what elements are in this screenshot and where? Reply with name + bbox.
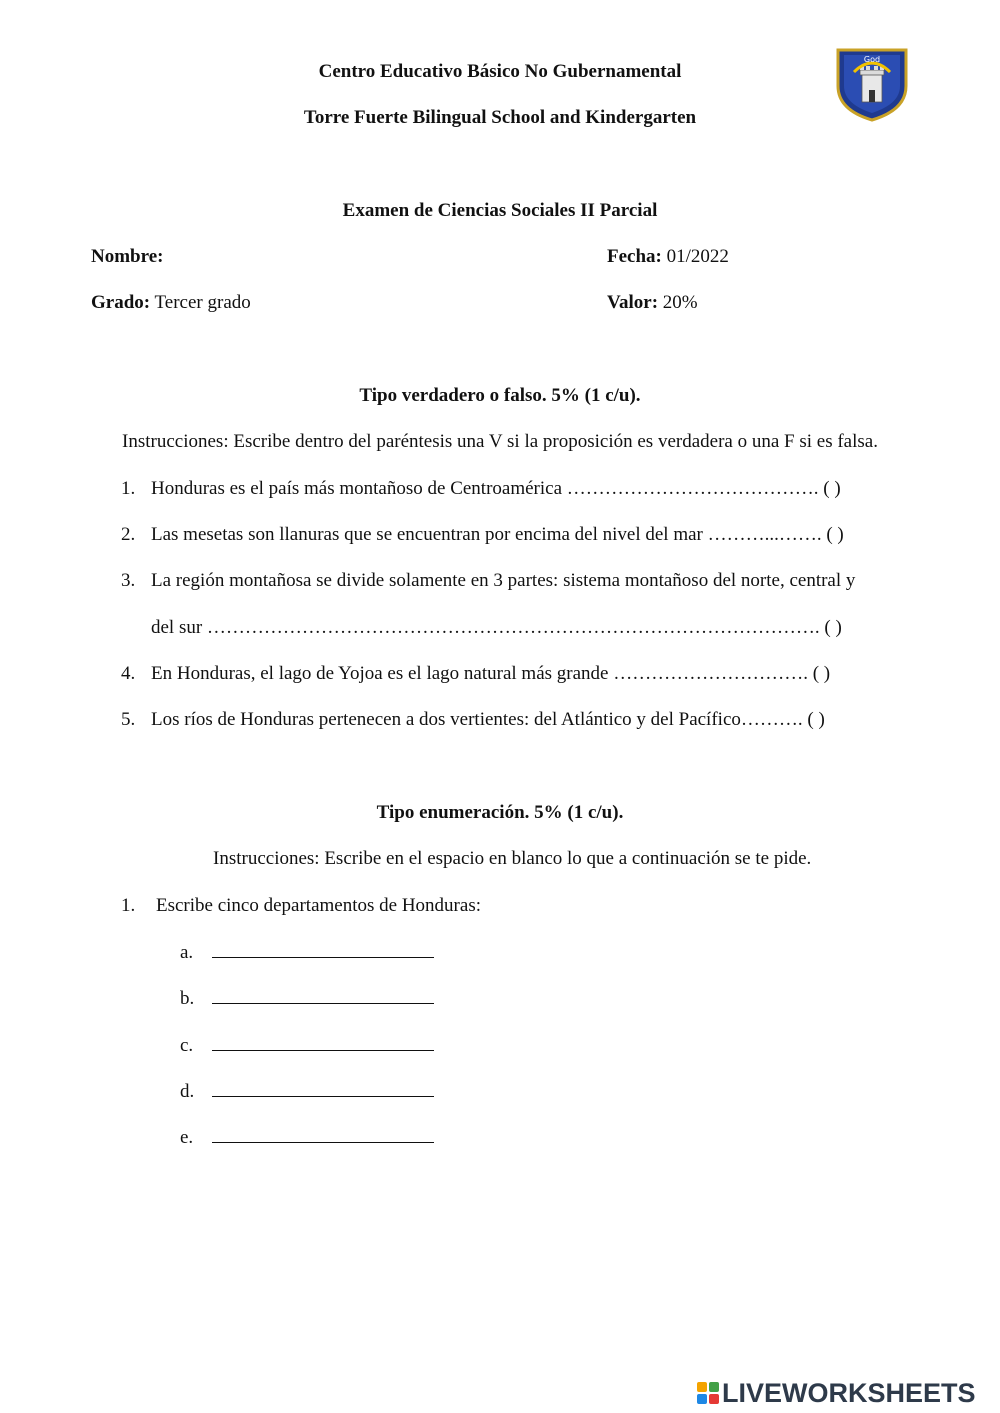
answer-blank[interactable] bbox=[212, 1034, 434, 1051]
answer-blank[interactable] bbox=[212, 941, 434, 958]
value-label: Valor: bbox=[607, 292, 659, 313]
tf-item-number: 1. bbox=[121, 478, 136, 499]
grade-value: Tercer grado bbox=[150, 292, 251, 313]
answer-letter: a. bbox=[180, 942, 194, 963]
section2-instructions: Instrucciones: Escribe en el espacio en blanco lo que a continuación se te pide. bbox=[213, 848, 812, 869]
watermark-text: LIVEWORKSHEETS bbox=[722, 1377, 976, 1408]
date-row bbox=[607, 246, 729, 268]
answer-letter: c. bbox=[180, 1035, 194, 1056]
enum-question-number: 1. bbox=[121, 895, 136, 916]
enum-question-text: Escribe cinco departamentos de Honduras: bbox=[156, 895, 481, 916]
section2-title: Tipo enumeración. 5% (1 c/u). bbox=[376, 802, 624, 823]
school-crest-logo bbox=[832, 44, 912, 124]
tf-item-1 bbox=[121, 478, 841, 500]
answer-line-b bbox=[180, 987, 434, 1010]
liveworksheets-logo-icon bbox=[697, 1382, 719, 1404]
school-name: Centro Educativo Básico No Gubernamental bbox=[318, 61, 682, 82]
answer-blank[interactable] bbox=[212, 987, 434, 1004]
date-value: 01/2022 bbox=[661, 246, 729, 267]
tf-item-text[interactable]: Las mesetas son llanuras que se encuentran por encima del nivel del mar ………...……. ( ) bbox=[151, 524, 844, 545]
tf-item-text[interactable]: Honduras es el país más montañoso de Centroamérica …………………………………. ( ) bbox=[151, 478, 841, 499]
grade-row bbox=[91, 292, 251, 314]
answer-line-e bbox=[180, 1126, 434, 1149]
answer-blank[interactable] bbox=[212, 1126, 434, 1143]
tf-item-5 bbox=[121, 709, 825, 731]
grade-label: Grado: bbox=[91, 292, 151, 313]
value-row bbox=[607, 292, 698, 314]
liveworksheets-watermark bbox=[697, 1378, 976, 1408]
tf-item-number: 3. bbox=[121, 570, 136, 591]
date-label: Fecha: bbox=[607, 246, 662, 267]
section1-instructions: Instrucciones: Escribe dentro del paréntesis una V si la proposición es verdadera o una F si es falsa. bbox=[122, 431, 878, 452]
answer-line-c bbox=[180, 1034, 434, 1057]
name-label: Nombre: bbox=[91, 246, 164, 267]
exam-title: Examen de Ciencias Sociales II Parcial bbox=[342, 200, 658, 221]
answer-letter: b. bbox=[180, 988, 195, 1009]
tf-item-number: 2. bbox=[121, 524, 136, 545]
tf-item-2 bbox=[121, 524, 844, 546]
answer-line-a bbox=[180, 941, 434, 964]
crest-text: God bbox=[863, 55, 881, 64]
tf-item-number: 5. bbox=[121, 709, 136, 730]
value-value: 20% bbox=[658, 292, 698, 313]
tf-item-3-continued bbox=[121, 617, 842, 639]
answer-line-d bbox=[180, 1080, 434, 1103]
tf-item-4 bbox=[121, 663, 830, 685]
tf-item-text[interactable]: En Honduras, el lago de Yojoa es el lago natural más grande …………………………. ( ) bbox=[151, 663, 831, 684]
tf-item-number: 4. bbox=[121, 663, 136, 684]
tf-item-text: La región montañosa se divide solamente en 3 partes: sistema montañoso del norte, central y bbox=[151, 570, 856, 591]
school-subtitle: Torre Fuerte Bilingual School and Kindergarten bbox=[303, 107, 697, 128]
answer-letter: d. bbox=[180, 1081, 195, 1102]
tf-item-text[interactable]: del sur ……………………………………………………………………………………. ( ) bbox=[151, 617, 842, 638]
section1-title: Tipo verdadero o falso. 5% (1 c/u). bbox=[359, 385, 641, 406]
enum-question bbox=[121, 895, 481, 917]
answer-letter: e. bbox=[180, 1127, 194, 1148]
answer-blank[interactable] bbox=[212, 1080, 434, 1097]
tf-item-3 bbox=[121, 570, 855, 592]
tf-item-text[interactable]: Los ríos de Honduras pertenecen a dos vertientes: del Atlántico y del Pacífico………. ( ) bbox=[151, 709, 825, 730]
name-row bbox=[91, 246, 163, 268]
